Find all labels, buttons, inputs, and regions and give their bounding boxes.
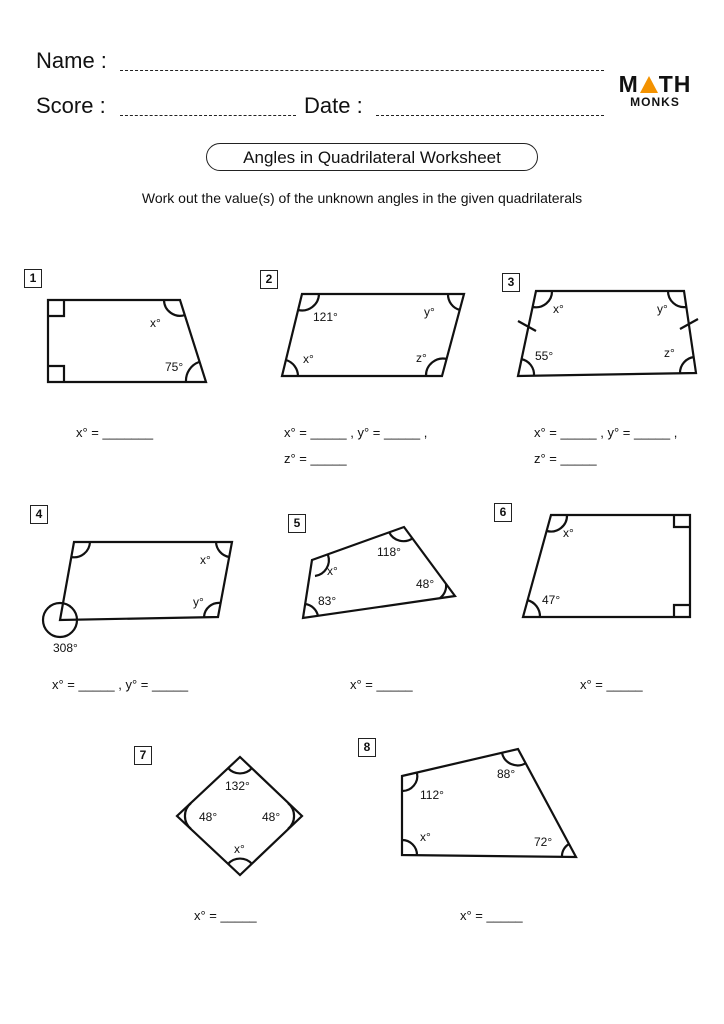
angle-label: x° [420, 830, 431, 844]
score-label: Score : [36, 93, 106, 118]
angle-label: 75° [165, 360, 184, 374]
angle-label: x° [563, 526, 574, 540]
answer-line[interactable]: z° = _____ [534, 451, 597, 466]
problem-number: 1 [24, 269, 42, 288]
angle-label: 47° [542, 593, 561, 607]
logo-text-suffix: TH [658, 71, 692, 97]
answer-line[interactable]: x° = _____ [580, 677, 643, 692]
problem-number: 8 [358, 738, 376, 757]
angle-label: x° [553, 302, 564, 316]
angle-label: y° [193, 595, 204, 609]
angle-label: x° [303, 352, 314, 366]
angle-label: y° [424, 305, 435, 319]
problem-number: 7 [134, 746, 152, 765]
logo-text-prefix: M [618, 71, 639, 97]
angle-label: 83° [318, 594, 337, 608]
problem-number: 6 [494, 503, 512, 522]
quadrilateral-7 [177, 757, 302, 875]
angle-label: y° [657, 302, 668, 316]
problem-number: 3 [502, 273, 520, 292]
answer-line[interactable]: x° = _____ [460, 908, 523, 923]
angle-label: x° [150, 316, 161, 330]
angle-label: x° [234, 842, 245, 856]
angle-label: 132° [225, 779, 250, 793]
answer-line[interactable]: x° = _____ [350, 677, 413, 692]
answer-line[interactable]: x° = _____ [194, 908, 257, 923]
angle-label: 308° [53, 641, 78, 655]
answer-line[interactable]: x° = _____ , y° = _____ , [534, 425, 678, 440]
angle-label: 48° [199, 810, 218, 824]
angle-label: 121° [313, 310, 338, 324]
worksheet-title: Angles in Quadrilateral Worksheet [206, 143, 538, 171]
angle-label: x° [327, 564, 338, 578]
angle-label: z° [416, 351, 427, 365]
answer-line[interactable]: x° = _______ [76, 425, 154, 440]
date-label: Date : [304, 93, 363, 118]
angle-label: z° [664, 346, 675, 360]
angle-label: 72° [534, 835, 553, 849]
angle-label: 48° [262, 810, 281, 824]
quadrilateral-3 [518, 291, 698, 376]
answer-line[interactable]: x° = _____ , y° = _____ [52, 677, 189, 692]
problem-number: 5 [288, 514, 306, 533]
angle-label: 118° [377, 545, 401, 559]
logo-subtext: MONKS [630, 95, 680, 109]
instructions: Work out the value(s) of the unknown angles in the given quadrilaterals [141, 190, 583, 206]
angle-label: 48° [416, 577, 435, 591]
answer-line[interactable]: z° = _____ [284, 451, 347, 466]
angle-label: 55° [535, 349, 554, 363]
angle-label: 112° [420, 788, 444, 802]
problem-number: 4 [30, 505, 48, 524]
angle-label: x° [200, 553, 211, 567]
answer-line[interactable]: x° = _____ , y° = _____ , [284, 425, 428, 440]
name-label: Name : [36, 48, 107, 73]
problem-number: 2 [260, 270, 278, 289]
angle-label: 88° [497, 767, 516, 781]
